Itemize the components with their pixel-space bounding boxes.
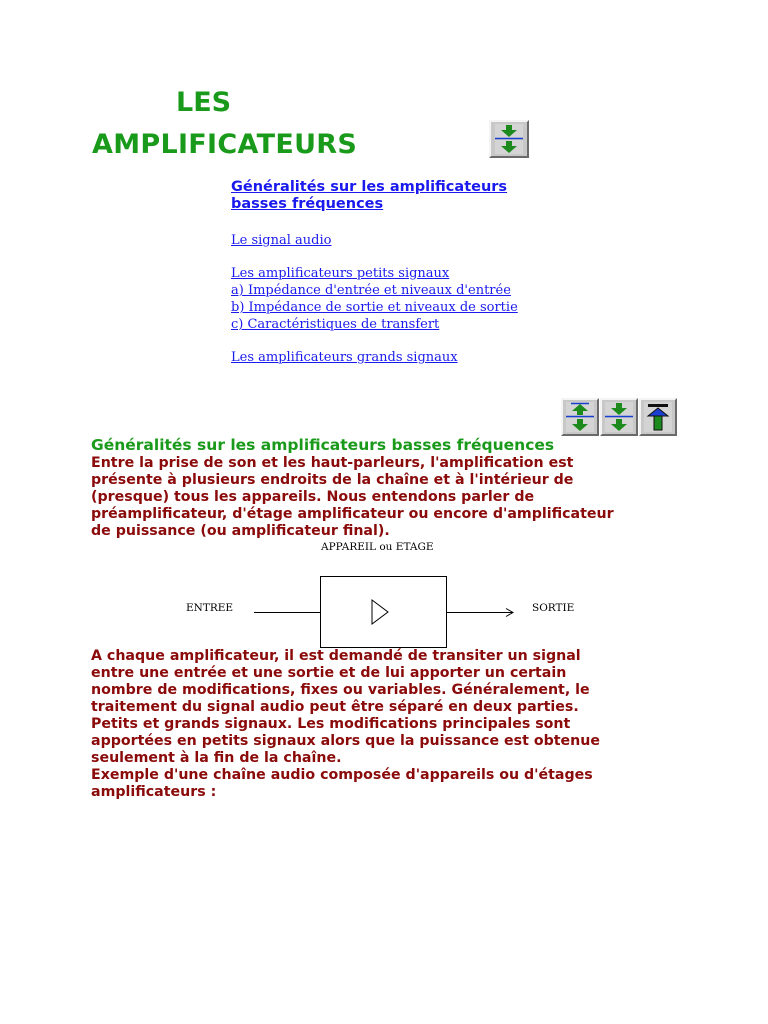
intro-paragraph <box>91 455 671 540</box>
paragraph-line: Entre la prise de son et les haut-parleurs, l'amplification est <box>91 455 574 471</box>
toc-link-signal-audio[interactable]: Le signal audio <box>231 233 332 248</box>
section-heading: Généralités sur les amplificateurs basses fréquences <box>91 436 555 454</box>
toc-link-caracteristiques[interactable]: c) Caractéristiques de transfert <box>231 317 440 332</box>
down-arrows-icon <box>491 122 527 156</box>
nav-top-button[interactable] <box>639 398 677 436</box>
paragraph-line: seulement à la fin de la chaîne. <box>91 750 342 766</box>
nav-prev-next-button[interactable] <box>561 398 599 436</box>
toc-link-impedance-entree[interactable]: a) Impédance d'entrée et niveaux d'entrée <box>231 283 511 298</box>
paragraph-line: Exemple d'une chaîne audio composée d'appareils ou d'étages <box>91 767 593 783</box>
paragraph-line: A chaque amplificateur, il est demandé de transiter un signal <box>91 648 581 664</box>
paragraph-line: nombre de modifications, fixes ou variables. Généralement, le <box>91 682 590 698</box>
paragraph-line: présente à plusieurs endroits de la chaîne et à l'intérieur de <box>91 472 574 488</box>
paragraph-line: de puissance (ou amplificateur final). <box>91 523 390 539</box>
paragraph-line: (presque) tous les appareils. Nous entendons parler de <box>91 489 535 505</box>
page-title-line1: LES <box>176 87 232 118</box>
diagram-input-label: ENTREE <box>186 602 234 614</box>
amplifier-box <box>321 577 447 648</box>
toc-link-impedance-sortie[interactable]: b) Impédance de sortie et niveaux de sortie <box>231 300 518 315</box>
paragraph-line: apportées en petits signaux alors que la puissance est obtenue <box>91 733 600 749</box>
diagram-top-label: APPAREIL ou ETAGE <box>321 541 434 553</box>
paragraph-line: Petits et grands signaux. Les modifications principales sont <box>91 716 571 732</box>
up-top-arrow-icon <box>641 400 675 434</box>
toc-link-grands-signaux[interactable]: Les amplificateurs grands signaux <box>231 350 458 365</box>
paragraph-line: entre une entrée et une sortie et de lui apporter un certain <box>91 665 567 681</box>
amplifier-diagram <box>250 570 530 655</box>
paragraph-line: traitement du signal audio peut être séparé en deux parties. <box>91 699 579 715</box>
diagram-output-label: SORTIE <box>532 602 575 614</box>
amplifier-triangle-icon <box>372 600 388 624</box>
page-title-line2: AMPLIFICATEURS <box>92 129 358 160</box>
up-down-arrows-icon <box>563 400 597 434</box>
paragraph-line: amplificateurs : <box>91 784 217 800</box>
toc-link-generalites[interactable]: Généralités sur les amplificateurs basses fréquences <box>231 179 508 212</box>
nav-next-button[interactable] <box>489 120 529 158</box>
toc-link-petits-signaux[interactable]: Les amplificateurs petits signaux <box>231 266 450 281</box>
nav-down-button[interactable] <box>600 398 638 436</box>
paragraph-line: préamplificateur, d'étage amplificateur ou encore d'amplificateur <box>91 506 614 522</box>
detail-paragraph <box>91 648 671 801</box>
down-arrows-icon <box>602 400 636 434</box>
